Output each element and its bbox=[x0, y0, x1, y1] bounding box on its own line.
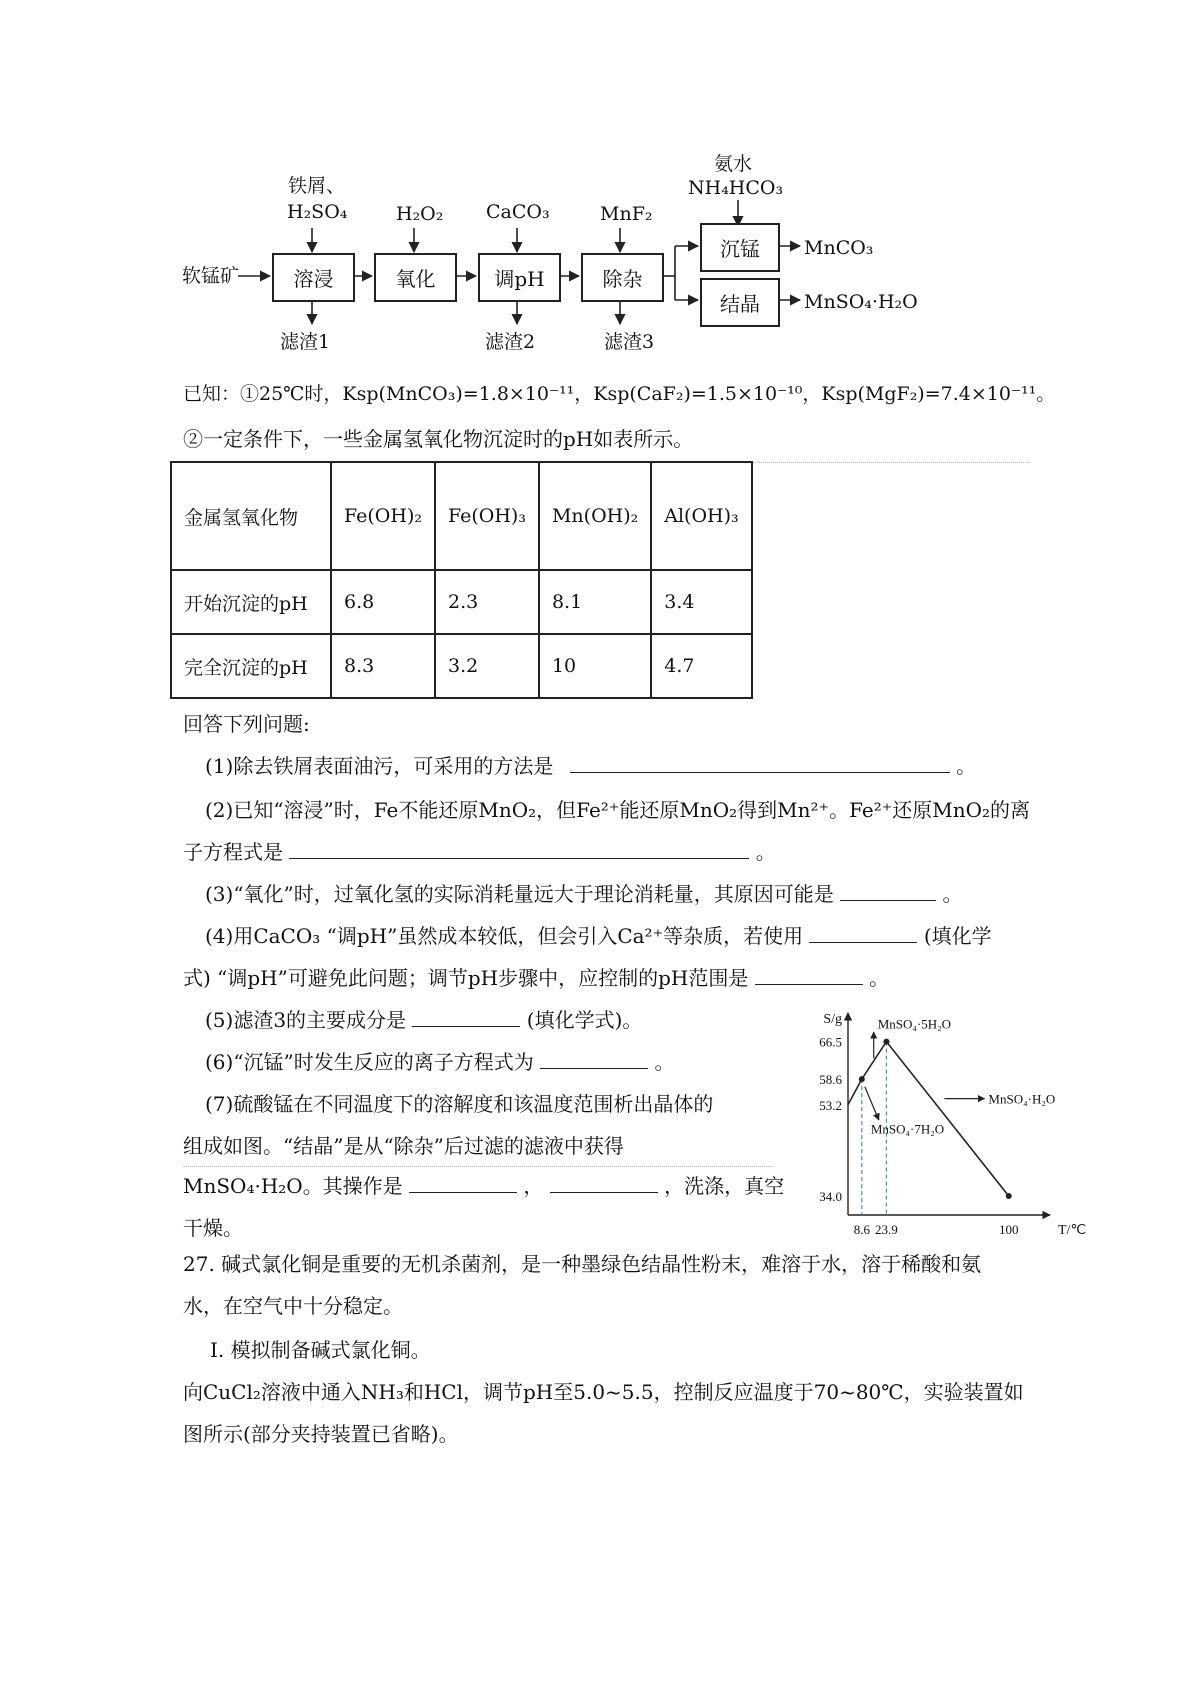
table-header-cell: Al(OH)₃ bbox=[651, 462, 751, 570]
answer-blank[interactable] bbox=[412, 1006, 520, 1027]
annotation-label: MnSO₄·5H₂O bbox=[877, 1016, 952, 1032]
data-point bbox=[1006, 1193, 1012, 1199]
annotation-label: MnSO₄·7H₂O bbox=[870, 1121, 945, 1137]
question-1-text: (1)除去铁屑表面油污，可采用的方法是 bbox=[205, 754, 554, 778]
y-tick-label: 66.5 bbox=[819, 1034, 842, 1050]
question-4-text-2: 式) “调pH”可避免此问题；调节pH步骤中，应控制的pH范围是 bbox=[183, 966, 749, 990]
question-6 bbox=[205, 1048, 675, 1076]
reagent-caco3-label: CaCO₃ bbox=[486, 201, 550, 223]
x-tick-label: 8.6 bbox=[853, 1222, 870, 1237]
answer-blank[interactable] bbox=[289, 838, 749, 859]
table-cell: 2.3 bbox=[435, 570, 539, 634]
answer-blank[interactable] bbox=[570, 752, 950, 773]
table-header-row bbox=[171, 462, 752, 570]
step-oxidation-box: 氧化 bbox=[374, 253, 457, 302]
question-3-text: (3)“氧化”时，过氧化氢的实际消耗量远大于理论消耗量，其原因可能是 bbox=[205, 882, 834, 906]
question-7-text: MnSO₄·H₂O。其操作是 bbox=[183, 1174, 403, 1198]
table-cell: 3.4 bbox=[651, 570, 751, 634]
divider bbox=[183, 1166, 773, 1167]
reagent-iron-label: 铁屑、 bbox=[288, 175, 346, 197]
table-header-cell: Fe(OH)₂ bbox=[331, 462, 435, 570]
question-7-line-2: 组成如图。“结晶”是从“除杂”后过滤的滤液中获得 bbox=[183, 1134, 624, 1158]
solubility-chart bbox=[790, 1005, 1087, 1240]
flowchart-arrows bbox=[0, 0, 1200, 360]
question-6-end: 。 bbox=[654, 1050, 675, 1074]
answer-blank[interactable] bbox=[550, 1172, 658, 1193]
table-cell: 8.3 bbox=[331, 634, 435, 698]
table-row bbox=[171, 634, 752, 698]
question-5-end: (填化学式)。 bbox=[526, 1008, 643, 1032]
table-cell: 8.1 bbox=[539, 570, 651, 634]
question-5 bbox=[205, 1006, 642, 1034]
answer-blank[interactable] bbox=[809, 922, 917, 943]
question-4-line-1 bbox=[205, 922, 992, 950]
y-tick-label: 34.0 bbox=[819, 1189, 842, 1204]
step-leaching-box: 溶浸 bbox=[272, 253, 355, 302]
q27-line-3: 向CuCl₂溶液中通入NH₃和HCl，调节pH至5.0~5.5，控制反应温度于70~80℃，实验装置如 bbox=[183, 1380, 1024, 1404]
hydroxide-ph-table bbox=[170, 461, 753, 699]
solubility-curve bbox=[848, 1042, 1009, 1196]
reagent-ammonia-label: 氨水 bbox=[714, 153, 753, 175]
reagent-mnf2-label: MnF₂ bbox=[600, 203, 653, 225]
data-point bbox=[883, 1039, 889, 1045]
reagent-h2so4-label: H₂SO₄ bbox=[287, 201, 348, 223]
answer-blank[interactable] bbox=[755, 964, 863, 985]
table-cell: 10 bbox=[539, 634, 651, 698]
residue-1-label: 滤渣1 bbox=[280, 331, 331, 353]
q27-part-1-heading: Ⅰ. 模拟制备碱式氯化铜。 bbox=[210, 1338, 431, 1362]
step-impurity-removal-box: 除杂 bbox=[581, 253, 664, 302]
table-cell: 4.7 bbox=[651, 634, 751, 698]
table-row-label: 完全沉淀的pH bbox=[171, 634, 331, 698]
question-2-end: 。 bbox=[755, 840, 776, 864]
question-4-text: (4)用CaCO₃ “调pH”虽然成本较低，但会引入Ca²⁺等杂质，若使用 bbox=[205, 924, 804, 948]
answer-blank[interactable] bbox=[540, 1048, 648, 1069]
data-point bbox=[859, 1076, 865, 1082]
step-adjust-ph-box: 调pH bbox=[478, 253, 561, 302]
product-mnso4-h2o-label: MnSO₄·H₂O bbox=[804, 291, 918, 313]
question-1 bbox=[205, 752, 976, 780]
raw-ore-label: 软锰矿 bbox=[182, 265, 240, 287]
question-2-line-1: (2)已知“溶浸”时，Fe不能还原MnO₂，但Fe²⁺能还原MnO₂得到Mn²⁺。Fe²⁺还原MnO₂的离 bbox=[205, 798, 1031, 822]
answer-blank[interactable] bbox=[840, 880, 936, 901]
question-6-text: (6)“沉锰”时发生反应的离子方程式为 bbox=[205, 1050, 534, 1074]
question-5-text: (5)滤渣3的主要成分是 bbox=[205, 1008, 407, 1032]
reagent-h2o2-label: H₂O₂ bbox=[396, 203, 444, 225]
product-mnco3-label: MnCO₃ bbox=[804, 237, 874, 259]
q27-line-2: 水，在空气中十分稳定。 bbox=[183, 1294, 403, 1318]
reagent-nh4hco3-label: NH₄HCO₃ bbox=[688, 177, 784, 199]
table-row-label: 开始沉淀的pH bbox=[171, 570, 331, 634]
table-header-cell: 金属氢氧化物 bbox=[171, 462, 331, 570]
y-axis-label: S/g bbox=[823, 1012, 842, 1027]
answer-blank[interactable] bbox=[409, 1172, 517, 1193]
annotation-label: MnSO₄·H₂O bbox=[988, 1091, 1056, 1107]
questions-intro: 回答下列问题: bbox=[183, 712, 310, 736]
question-2-line-2 bbox=[183, 838, 776, 866]
q27-line-1: 27. 碱式氯化铜是重要的无机杀菌剂，是一种墨绿色结晶性粉末，难溶于水，溶于稀酸和氨 bbox=[183, 1252, 982, 1276]
known-ph-intro: ②一定条件下，一些金属氢氧化物沉淀时的pH如表所示。 bbox=[183, 427, 694, 451]
question-7-end: ，洗涤，真空 bbox=[664, 1174, 785, 1198]
x-tick-label: 100 bbox=[998, 1222, 1019, 1237]
table-cell: 6.8 bbox=[331, 570, 435, 634]
residue-2-label: 滤渣2 bbox=[485, 331, 536, 353]
step-crystallization-box: 结晶 bbox=[700, 278, 780, 327]
step-mn-precipitation-box: 沉锰 bbox=[700, 223, 780, 272]
residue-3-label: 滤渣3 bbox=[604, 331, 655, 353]
question-3 bbox=[205, 880, 963, 908]
table-row bbox=[171, 570, 752, 634]
x-axis-label: T/℃ bbox=[1058, 1223, 1087, 1238]
q27-line-4: 图所示(部分夹持装置已省略)。 bbox=[183, 1422, 459, 1446]
question-3-end: 。 bbox=[942, 882, 963, 906]
table-cell: 3.2 bbox=[435, 634, 539, 698]
question-7-mid: ， bbox=[523, 1174, 544, 1198]
question-7-line-3 bbox=[183, 1172, 784, 1200]
y-tick-label: 58.6 bbox=[819, 1072, 842, 1088]
table-header-cell: Fe(OH)₃ bbox=[435, 462, 539, 570]
x-tick-label: 23.9 bbox=[875, 1222, 898, 1237]
question-1-end: 。 bbox=[956, 754, 977, 778]
y-tick-label: 53.2 bbox=[819, 1097, 842, 1113]
question-2-text: 子方程式是 bbox=[183, 840, 283, 864]
table-header-cell: Mn(OH)₂ bbox=[539, 462, 651, 570]
question-4-end-2: 。 bbox=[869, 966, 890, 990]
question-4-line-2 bbox=[183, 964, 889, 992]
annotation-arrow bbox=[865, 1087, 879, 1120]
question-7-line-4: 干燥。 bbox=[183, 1216, 243, 1240]
question-7-line-1: (7)硫酸锰在不同温度下的溶解度和该温度范围析出晶体的 bbox=[205, 1092, 714, 1116]
question-4-end: (填化学 bbox=[923, 924, 992, 948]
known-ksp-line: 已知：①25℃时，Ksp(MnCO₃)=1.8×10⁻¹¹，Ksp(CaF₂)=1.5×10⁻¹⁰，Ksp(MgF₂)=7.4×10⁻¹¹。 bbox=[183, 383, 1056, 405]
